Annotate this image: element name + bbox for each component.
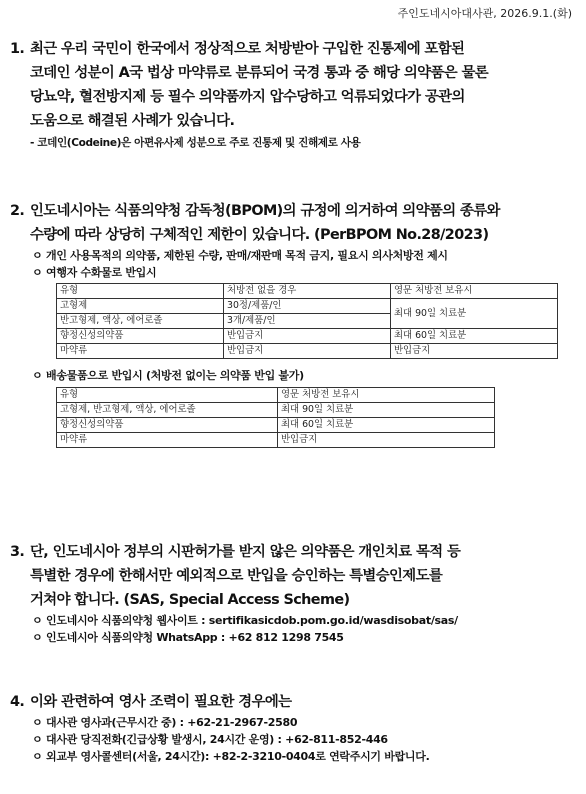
bullet-luggage-text: 여행자 수화물로 반입시 <box>46 266 157 279</box>
section-3-line-3: 거쳐야 합니다. (SAS, Special Access Scheme) <box>30 592 350 608</box>
bullet-sas-whatsapp <box>10 629 576 646</box>
date-line: 주인도네시아대사관, 2026.9.1.(화) <box>397 7 572 20</box>
table-header-cell: 유형 <box>57 284 224 299</box>
section-3-number: 3. <box>10 544 25 560</box>
table-cell: 30정/제품/인 <box>224 299 391 314</box>
section-1-line-2: 코데인 성분이 A국 법상 마약류로 분류되어 국경 통과 중 해당 의약품은 물론 <box>30 65 489 81</box>
table-cell: 최대 60일 치료분 <box>278 418 495 433</box>
bullet-duty-phone-text: 대사관 당직전화(긴급상황 발생시, 24시간 운영) : +62-811-852-446 <box>46 733 388 746</box>
table-cell: 반입금지 <box>224 344 391 359</box>
table-cell: 반고형제, 액상, 에어로졸 <box>57 314 224 329</box>
table-header-cell: 영문 처방전 보유시 <box>278 388 495 403</box>
section-3-line-1: 단, 인도네시아 정부의 시판허가를 받지 않은 의약품은 개인치료 목적 등 <box>30 544 461 560</box>
bullet-glyph: ㅇ <box>32 614 43 627</box>
shipping-table <box>56 387 495 448</box>
table-row <box>57 299 558 314</box>
table-cell: 반입금지 <box>224 329 391 344</box>
table-cell: 향정신성의약품 <box>57 329 224 344</box>
section-2-number: 2. <box>10 203 25 219</box>
table-header-cell: 처방전 없을 경우 <box>224 284 391 299</box>
section-2-title <box>10 199 576 247</box>
section-4-title-text: 이와 관련하여 영사 조력이 필요한 경우에는 <box>30 694 292 710</box>
table-cell: 향정신성의약품 <box>57 418 278 433</box>
table-header-row <box>57 284 558 299</box>
table-row <box>57 433 495 448</box>
bullet-sas-website-text: 인도네시아 식품의약청 웹사이트 : sertifikasicdob.pom.go.id/wasdisobat/sas/ <box>46 614 458 627</box>
bullet-glyph: ㅇ <box>32 249 43 262</box>
bullet-glyph: ㅇ <box>32 716 43 729</box>
table-row <box>57 403 495 418</box>
table-cell-merged: 최대 90일 치료분 <box>391 299 558 329</box>
table-cell: 고형제 <box>57 299 224 314</box>
section-2 <box>10 199 576 448</box>
bullet-glyph: ㅇ <box>32 631 43 644</box>
section-4-title <box>10 690 576 714</box>
section-1-number: 1. <box>10 41 25 57</box>
section-2-line-2: 수량에 따라 상당히 구체적인 제한이 있습니다. (PerBPOM No.28/2023) <box>30 227 489 243</box>
section-3 <box>10 540 576 646</box>
table-header-cell: 유형 <box>57 388 278 403</box>
luggage-table <box>56 283 558 359</box>
bullet-call-center <box>10 748 576 765</box>
table-cell: 반입금지 <box>278 433 495 448</box>
table-cell: 반입금지 <box>391 344 558 359</box>
codeine-note: - 코데인(Codeine)은 아편유사제 성분으로 주로 진통제 및 진해제로 사용 <box>30 137 361 149</box>
table-cell: 고형제, 반고형제, 액상, 에어로졸 <box>57 403 278 418</box>
table-header-row <box>57 388 495 403</box>
table-row <box>57 329 558 344</box>
bullet-glyph: ㅇ <box>32 369 43 382</box>
bullet-shipping-text: 배송물품으로 반입시 (처방전 없이는 의약품 반입 불가) <box>46 369 304 382</box>
section-1 <box>10 37 576 152</box>
table-row <box>57 418 495 433</box>
bullet-personal-use <box>10 247 576 264</box>
section-3-line-2: 특별한 경우에 한해서만 예외적으로 반입을 승인하는 특별승인제도를 <box>30 568 443 584</box>
section-2-line-1: 인도네시아는 식품의약청 감독청(BPOM)의 규정에 의거하여 의약품의 종류와 <box>30 203 500 219</box>
section-4-number: 4. <box>10 694 25 710</box>
section-1-title <box>10 37 576 133</box>
bullet-sas-website <box>10 612 576 629</box>
bullet-glyph: ㅇ <box>32 750 43 763</box>
bullet-glyph: ㅇ <box>32 266 43 279</box>
section-1-line-3: 당뇨약, 혈전방지제 등 필수 의약품까지 압수당하고 억류되었다가 공관의 <box>30 89 465 105</box>
bullet-consular-office-text: 대사관 영사과(근무시간 중) : +62-21-2967-2580 <box>46 716 298 729</box>
table-cell: 마약류 <box>57 344 224 359</box>
bullet-luggage <box>10 264 576 281</box>
table-cell: 마약류 <box>57 433 278 448</box>
section-3-title <box>10 540 576 612</box>
section-1-line-1: 최근 우리 국민이 한국에서 정상적으로 처방받아 구입한 진통제에 포함된 <box>30 41 465 57</box>
table-cell: 최대 90일 치료분 <box>278 403 495 418</box>
bullet-duty-phone <box>10 731 576 748</box>
table-row <box>57 344 558 359</box>
table-cell: 최대 60일 치료분 <box>391 329 558 344</box>
bullet-call-center-text: 외교부 영사콜센터(서울, 24시간): +82-2-3210-0404로 연락주시기 바랍니다. <box>46 750 430 763</box>
bullet-glyph: ㅇ <box>32 733 43 746</box>
table-cell: 3개/제품/인 <box>224 314 391 329</box>
section-1-line-4: 도움으로 해결된 사례가 있습니다. <box>30 113 235 129</box>
bullet-sas-whatsapp-text: 인도네시아 식품의약청 WhatsApp : +62 812 1298 7545 <box>46 631 344 644</box>
section-4 <box>10 690 576 765</box>
bullet-personal-use-text: 개인 사용목적의 의약품, 제한된 수량, 판매/재판매 목적 금지, 필요시 의사처방전 제시 <box>46 249 448 262</box>
bullet-consular-office <box>10 714 576 731</box>
bullet-shipping <box>10 367 576 384</box>
table-header-cell: 영문 처방전 보유시 <box>391 284 558 299</box>
